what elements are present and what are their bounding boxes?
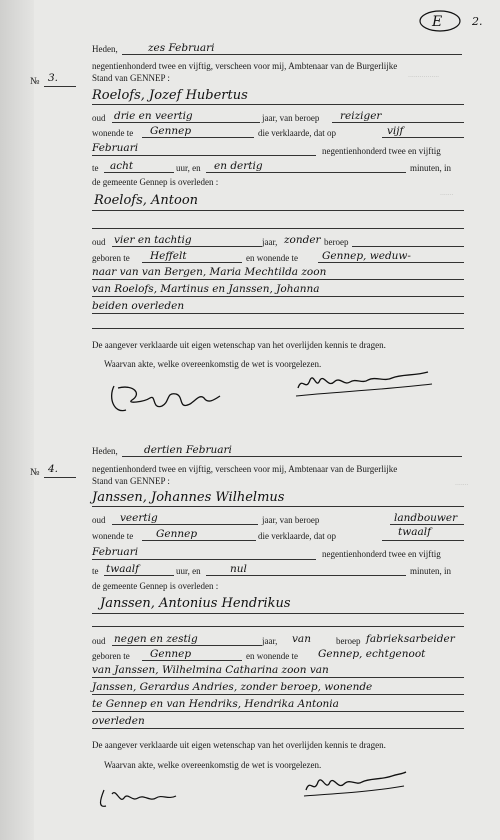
te-label: te xyxy=(92,566,99,576)
fill-line xyxy=(112,524,258,525)
record-number-label: № xyxy=(30,467,40,478)
bleed-through-text: ....... xyxy=(440,190,454,197)
declarant-name: Janssen, Johannes Wilhelmus xyxy=(92,490,285,505)
preamble-line: Stand van GENNEP : xyxy=(92,73,170,83)
en-wonende-label: en wonende te xyxy=(246,253,298,263)
fill-line xyxy=(332,122,464,123)
wonende-label: wonende te xyxy=(92,531,134,541)
remarks-line: naar van van Bergen, Maria Mechtilda zoon xyxy=(92,266,327,278)
declarant-occupation: landbouwer xyxy=(394,512,458,524)
death-minute: nul xyxy=(230,563,247,575)
fill-line xyxy=(142,540,256,541)
deceased-occupation: fabrieksarbeider xyxy=(366,633,455,645)
preamble-line: Stand van GENNEP : xyxy=(92,476,170,486)
fill-line xyxy=(92,711,464,712)
jaar-beroep-label: jaar, van beroep xyxy=(262,113,320,123)
stamp-letter: E xyxy=(432,14,443,30)
fill-line xyxy=(92,694,464,695)
remarks-line: te Gennep en van Hendriks, Hendrika Antonia xyxy=(92,698,339,710)
record-date: dertien Februari xyxy=(144,444,232,456)
death-day: vijf xyxy=(387,125,404,137)
fill-line xyxy=(92,313,464,314)
waarvan-text: Waarvan akte, welke overeenkomstig de wet is voorgelezen. xyxy=(104,760,322,770)
preamble-line: negentienhonderd twee en vijftig, verscheen voor mij, Ambtenaar van de Burgerlijke xyxy=(92,61,398,71)
fill-line xyxy=(112,246,262,247)
remarks-line: beiden overleden xyxy=(92,300,185,312)
signature-official xyxy=(300,768,410,802)
death-hour: twaalf xyxy=(106,563,139,575)
remarks-line: van Janssen, Wilhelmina Catharina zoon van xyxy=(92,664,329,676)
heden-label: Heden, xyxy=(92,44,118,54)
remarks-line: Janssen, Gerardus Andries, zonder beroep, wonende xyxy=(92,681,373,693)
fill-line xyxy=(206,575,406,576)
geboren-label: geboren te xyxy=(92,253,130,263)
birthplace: Heffelt xyxy=(150,250,187,262)
bleed-through-text: ................ xyxy=(408,72,440,79)
verklaarde-label: die verklaarde, dat op xyxy=(258,531,336,541)
record-number-label: № xyxy=(30,76,40,87)
signature-declarant xyxy=(94,784,184,814)
aangever-text: De aangever verklaarde uit eigen wetenschap van het overlijden kennis te dragen. xyxy=(92,340,386,350)
beroep-label: beroep xyxy=(324,237,349,247)
oud-label: oud xyxy=(92,237,106,247)
fill-line xyxy=(142,262,242,263)
gemeente-text: de gemeente Gennep is overleden : xyxy=(92,581,219,591)
fill-line xyxy=(352,246,464,247)
fill-line xyxy=(92,228,464,229)
fill-line xyxy=(44,477,76,478)
fill-line xyxy=(92,677,464,678)
fill-line xyxy=(318,262,464,263)
beroep-label: beroep xyxy=(336,636,361,646)
death-hour: acht xyxy=(110,160,134,172)
fill-line xyxy=(112,122,260,123)
verklaarde-label: die verklaarde, dat op xyxy=(258,128,336,138)
fill-line xyxy=(92,613,464,614)
signature-declarant xyxy=(104,380,234,422)
deceased-age: negen en zestig xyxy=(114,633,198,645)
deceased-age: vier en tachtig xyxy=(114,234,192,246)
fill-line xyxy=(104,575,174,576)
fill-line xyxy=(92,328,464,329)
fill-line xyxy=(112,645,262,646)
fill-line xyxy=(206,172,406,173)
fill-line xyxy=(92,506,464,507)
deceased-name: Roelofs, Antoon xyxy=(94,193,199,208)
oud-label: oud xyxy=(92,636,106,646)
fill-line xyxy=(92,104,464,105)
preamble-line: negentienhonderd twee en vijftig, verscheen voor mij, Ambtenaar van de Burgerlijke xyxy=(92,464,398,474)
fill-line xyxy=(122,54,462,55)
fill-line xyxy=(142,137,254,138)
minuten-label: minuten, in xyxy=(410,566,451,576)
remarks-line: van Roelofs, Martinus en Janssen, Johanna xyxy=(92,283,320,295)
deceased-occupation-prefix: van xyxy=(292,633,311,645)
fill-line xyxy=(382,540,464,541)
declarant-age: drie en veertig xyxy=(114,110,193,122)
year-text: negentienhonderd twee en vijftig xyxy=(322,549,441,559)
fill-line xyxy=(92,296,464,297)
fill-line xyxy=(104,172,174,173)
fill-line xyxy=(92,155,316,156)
record-number: 3. xyxy=(48,72,59,84)
te-label: te xyxy=(92,163,99,173)
death-day: twaalf xyxy=(398,526,431,538)
uur-label: uur, en xyxy=(176,566,201,576)
death-month: Februari xyxy=(92,546,139,558)
declarant-residence: Gennep xyxy=(156,528,198,540)
geboren-label: geboren te xyxy=(92,651,130,661)
jaar-label: jaar, xyxy=(262,636,278,646)
death-minute: en dertig xyxy=(214,160,263,172)
fill-line xyxy=(92,728,464,729)
declarant-name: Roelofs, Jozef Hubertus xyxy=(92,88,248,103)
heden-label: Heden, xyxy=(92,446,118,456)
jaar-beroep-label: jaar, van beroep xyxy=(262,515,320,525)
waarvan-text: Waarvan akte, welke overeenkomstig de wet is voorgelezen. xyxy=(104,359,322,369)
fill-line xyxy=(122,456,462,457)
uur-label: uur, en xyxy=(176,163,201,173)
birthplace: Gennep xyxy=(150,648,192,660)
record-number: 4. xyxy=(48,463,59,475)
wonende-label: wonende te xyxy=(92,128,134,138)
deceased-residence: Gennep, weduw- xyxy=(322,250,411,262)
remarks-line: overleden xyxy=(92,715,145,727)
deceased-residence: Gennep, echtgenoot xyxy=(318,648,426,660)
fill-line xyxy=(382,137,464,138)
fill-line xyxy=(92,626,464,627)
circled-letter-stamp xyxy=(418,8,466,34)
gemeente-text: de gemeente Gennep is overleden : xyxy=(92,177,219,187)
minuten-label: minuten, in xyxy=(410,163,451,173)
jaar-label: jaar, xyxy=(262,237,278,247)
fill-line xyxy=(92,210,464,211)
declarant-age: veertig xyxy=(120,512,158,524)
record-date: zes Februari xyxy=(148,42,215,54)
fill-line xyxy=(390,524,464,525)
aangever-text: De aangever verklaarde uit eigen wetenschap van het overlijden kennis te dragen. xyxy=(92,740,386,750)
declarant-occupation: reiziger xyxy=(340,110,382,122)
bleed-through-text: ....... xyxy=(455,480,469,487)
death-month: Februari xyxy=(92,142,139,154)
signature-official xyxy=(292,366,442,402)
fill-line xyxy=(142,660,242,661)
en-wonende-label: en wonende te xyxy=(246,651,298,661)
fill-line xyxy=(92,559,316,560)
deceased-name: Janssen, Antonius Hendrikus xyxy=(100,596,291,611)
year-text: negentienhonderd twee en vijftig xyxy=(322,146,441,156)
declarant-residence: Gennep xyxy=(150,125,192,137)
page-number: 2. xyxy=(472,15,483,28)
deceased-occupation: zonder xyxy=(284,234,321,246)
oud-label: oud xyxy=(92,515,106,525)
page-binding-edge xyxy=(0,0,34,840)
fill-line xyxy=(92,279,464,280)
oud-label: oud xyxy=(92,113,106,123)
fill-line xyxy=(44,86,76,87)
